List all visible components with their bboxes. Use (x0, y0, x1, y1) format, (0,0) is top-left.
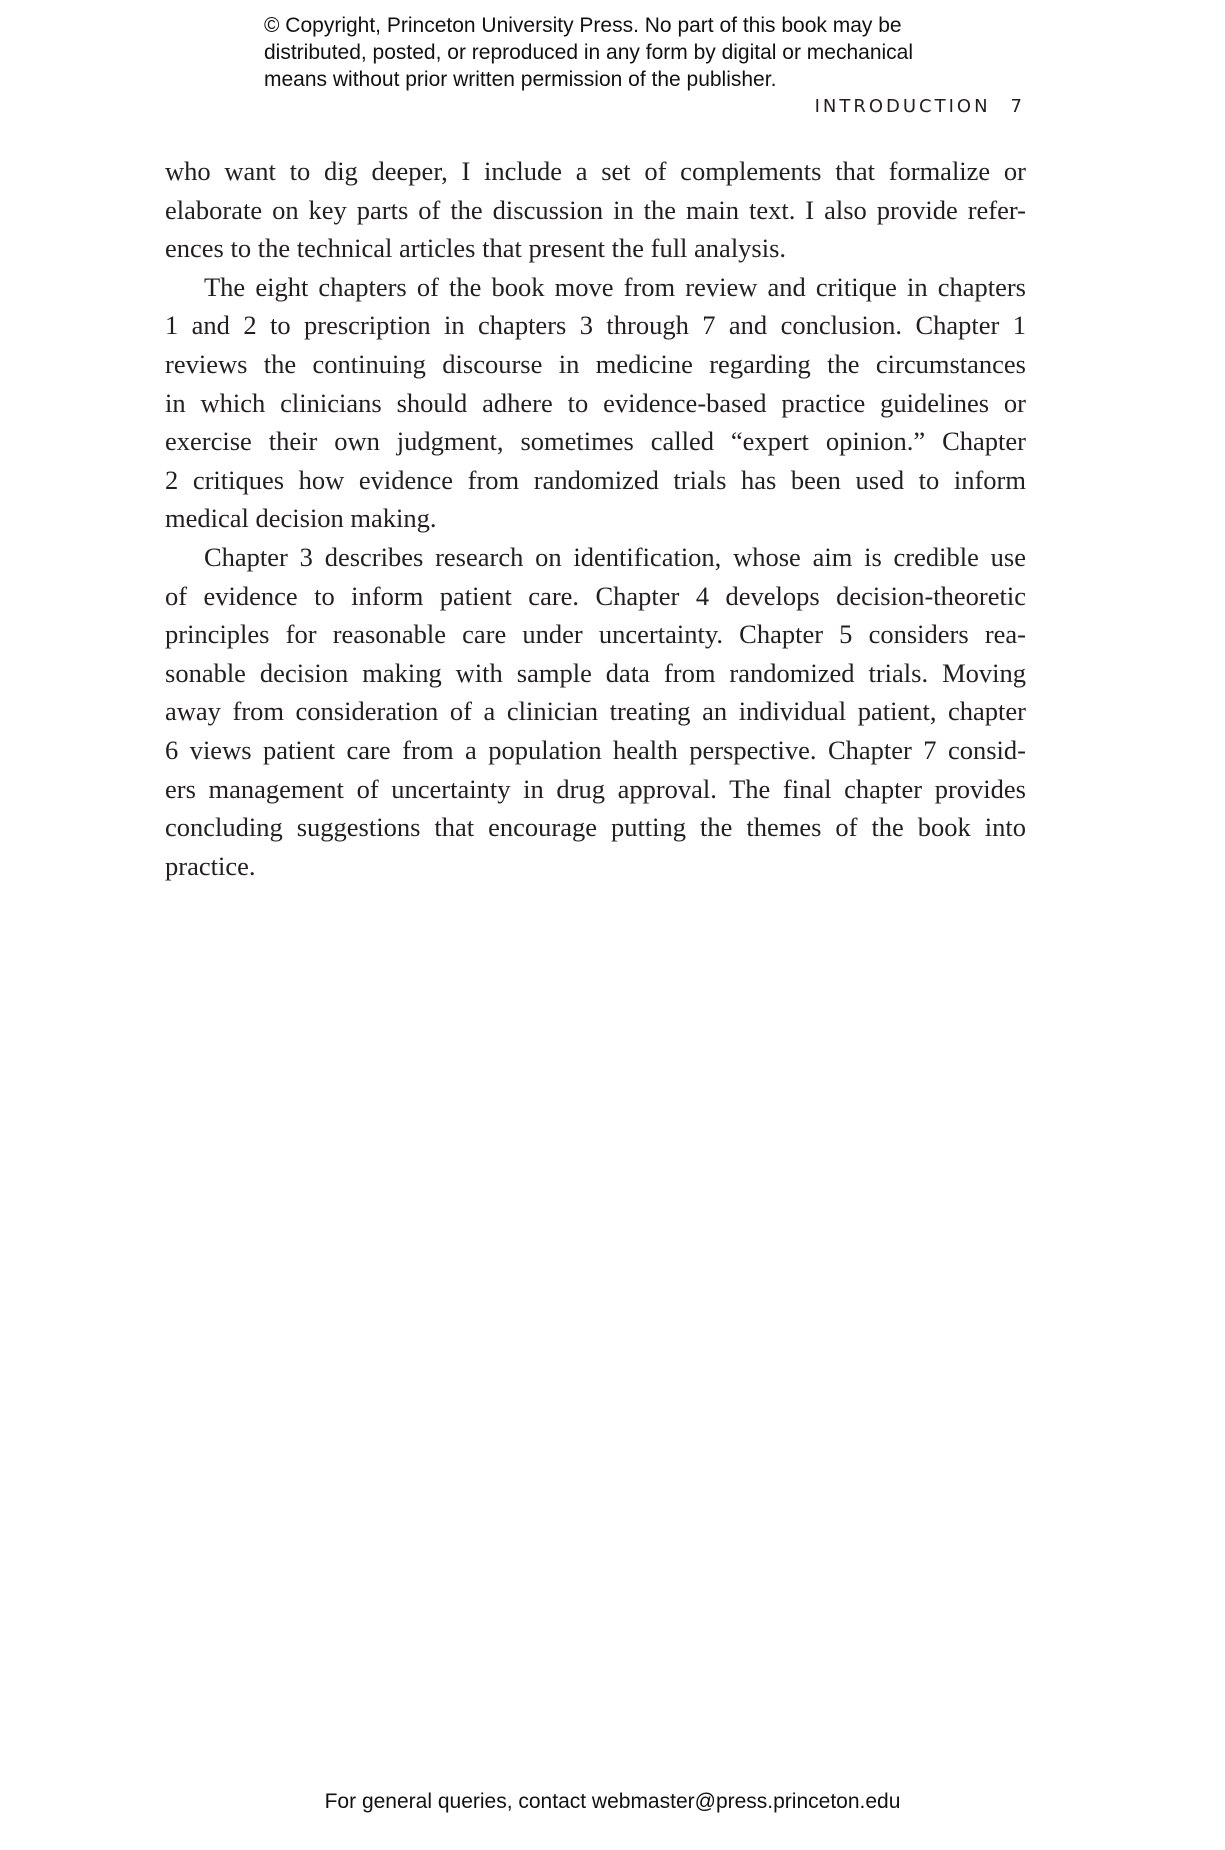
text-line: sonable decision making with sample data from randomized trials. Moving (165, 657, 1026, 688)
text-line: Chapter 3 describes research on identification, whose aim is credible use (204, 541, 1026, 572)
page-number: 7 (1010, 96, 1025, 117)
paragraph (165, 268, 1026, 538)
paragraph (165, 538, 1026, 885)
main-text (165, 152, 1026, 885)
text-line: in which clinicians should adhere to evidence-based practice guidelines or (165, 387, 1026, 418)
footer-contact: For general queries, contact webmaster@press.princeton.edu (324, 1790, 901, 1813)
text-line: exercise their own judgment, sometimes called “expert opinion.” Chapter (165, 426, 1026, 457)
section-title: INTRODUCTION (814, 96, 991, 117)
text-line: principles for reasonable care under uncertainty. Chapter 5 considers rea- (165, 619, 1026, 650)
text-line: practice. (165, 850, 256, 881)
text-line: concluding suggestions that encourage putting the themes of the book into (165, 812, 1026, 843)
text-line: 2 critiques how evidence from randomized trials has been used to inform (165, 464, 1026, 495)
text-line: ences to the technical articles that present the full analysis. (165, 233, 787, 264)
text-line: of evidence to inform patient care. Chapter 4 develops decision-theoretic (165, 580, 1026, 611)
text-line: medical decision making. (165, 503, 437, 534)
copyright-line: means without prior written permission of the publisher. (264, 68, 777, 91)
text-line: ers management of uncertainty in drug approval. The final chapter provides (165, 773, 1026, 804)
text-line: who want to dig deeper, I include a set of complements that formalize or (165, 156, 1026, 186)
running-head (815, 96, 1025, 117)
text-line: elaborate on key parts of the discussion in the main text. I also provide refer- (165, 194, 1026, 225)
paragraph (165, 152, 1026, 268)
copyright-line: © Copyright, Princeton University Press. No part of this book may be (264, 14, 902, 37)
text-line: The eight chapters of the book move from review and critique in chapters (204, 271, 1026, 302)
text-line: 6 views patient care from a population health perspective. Chapter 7 consid- (165, 734, 1026, 765)
text-line: reviews the continuing discourse in medicine regarding the circumstances (165, 348, 1026, 379)
copyright-line: distributed, posted, or reproduced in any form by digital or mechanical (264, 41, 914, 64)
copyright-notice (264, 12, 984, 93)
text-line: 1 and 2 to prescription in chapters 3 through 7 and conclusion. Chapter 1 (165, 310, 1026, 341)
text-line: away from consideration of a clinician treating an individual patient, chapter (165, 696, 1026, 727)
